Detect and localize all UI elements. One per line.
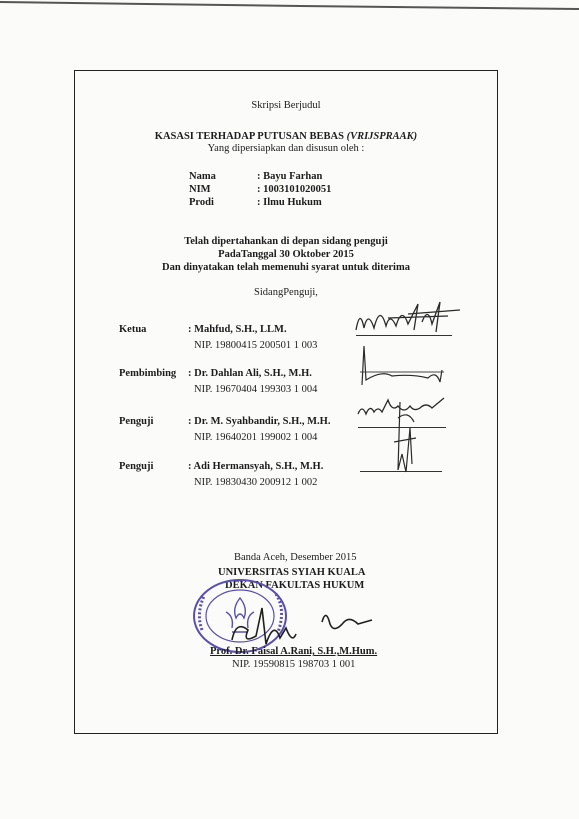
examiner-nip: NIP. 19830430 200912 1 002 — [194, 477, 318, 488]
examiner-nip: NIP. 19640201 199002 1 004 — [194, 432, 318, 443]
identity-value-name: : Bayu Farhan — [257, 171, 323, 182]
examiner-name: : Mahfud, S.H., LLM. — [188, 324, 287, 335]
examiner-nip: NIP. 19670404 199303 1 004 — [194, 384, 318, 395]
place-date: Banda Aceh, Desember 2015 — [234, 552, 357, 563]
university-name: UNIVERSITAS SYIAH KUALA — [218, 567, 366, 578]
identity-label-name: Nama — [189, 171, 216, 182]
identity-label-nim: NIM — [189, 184, 211, 195]
defense-line-2: PadaTanggal 30 Oktober 2015 — [218, 249, 354, 260]
dean-nip: NIP. 19590815 198703 1 001 — [232, 659, 356, 670]
signature-dean — [226, 600, 386, 650]
defense-line-3: Dan dinyatakan telah memenuhi syarat untuk diterima — [162, 262, 410, 273]
examiner-role: Pembimbing — [119, 368, 177, 379]
scan-edge — [0, 0, 579, 14]
intro-text: Skripsi Berjudul — [251, 100, 321, 111]
identity-value-prodi: : Ilmu Hukum — [257, 197, 322, 208]
thesis-title-main: KASASI TERHADAP PUTUSAN BEBAS — [154, 131, 344, 142]
signature-pembimbing — [352, 340, 452, 390]
examiner-nip: NIP. 19800415 200501 1 003 — [194, 340, 318, 351]
identity-value-nim: : 1003101020051 — [257, 184, 332, 195]
examiner-name: : Adi Hermansyah, S.H., M.H. — [188, 461, 324, 472]
prepared-by: Yang dipersiapkan dan disusun oleh : — [207, 143, 365, 154]
identity-label-prodi: Prodi — [189, 197, 214, 208]
thesis-title-italic: (VRIJSPRAAK) — [346, 131, 418, 142]
thesis-title — [74, 131, 498, 143]
examiner-role: Penguji — [119, 461, 154, 472]
defense-line-1: Telah dipertahankan di depan sidang penguji — [184, 236, 388, 247]
examiner-name: : Dr. M. Syahbandir, S.H., M.H. — [188, 416, 331, 427]
dean-title: DEKAN FAKULTAS HUKUM — [225, 580, 365, 591]
signature-penguji-2 — [388, 398, 428, 478]
signature-ketua — [348, 300, 463, 340]
examiner-name: : Dr. Dahlan Ali, S.H., M.H. — [188, 368, 312, 379]
dean-name: Prof. Dr. Faisal A.Rani, S.H.,M.Hum. — [210, 646, 378, 657]
examiner-role: Penguji — [119, 416, 154, 427]
examiner-role: Ketua — [119, 324, 147, 335]
committee-heading: SidangPenguji, — [254, 287, 318, 298]
